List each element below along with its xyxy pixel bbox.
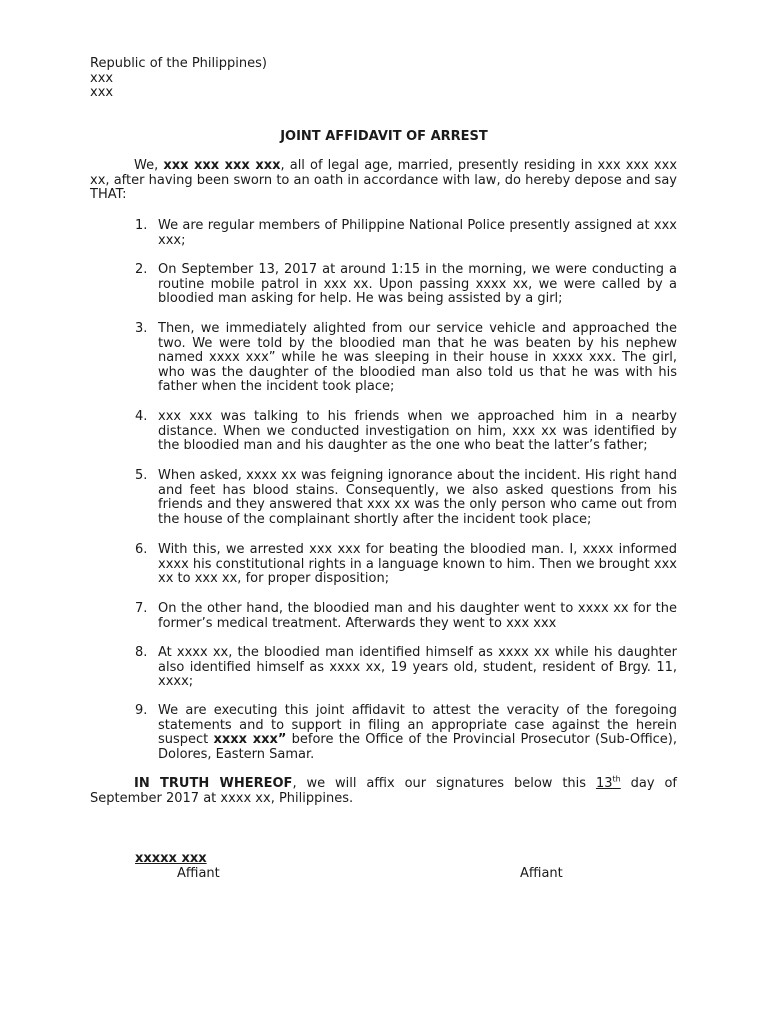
item-text: At xxxx xx, the bloodied man identified himself as xxxx xx while his daughter also identified himself as xxxx xx, 19 years old, student, resident of Brgy. 11, xxxx;: [158, 645, 677, 690]
item-number: 7.: [135, 601, 148, 616]
affiant-label-right: Affiant: [520, 866, 563, 881]
header-line-2: xxx: [90, 70, 114, 86]
closing-day-number: 13: [595, 776, 613, 791]
list-item: [135, 646, 677, 690]
item-text-after: before the Office of the Provincial Prosecutor (Sub-Office), Dolores, Eastern Samar.: [158, 732, 677, 762]
item-text: [158, 704, 677, 762]
item-text-before: We are executing this joint affidavit to attest the veracity of the foregoing statements and to support in filing an appropriate case against the herein suspect: [158, 703, 677, 748]
list-item: [135, 602, 677, 631]
affiant-names: xxx xxx xxx xxx: [163, 158, 281, 173]
header-line-1: Republic of the Philippines): [90, 56, 267, 71]
closing-day: [596, 776, 621, 791]
closing-day-suffix: th: [612, 774, 621, 784]
suspect-name: xxxx xxx”: [213, 732, 287, 748]
list-item: [135, 469, 677, 527]
item-text: On September 13, 2017 at around 1:15 in the morning, we were conducting a routine mobile patrol in xxx xx. Upon passing xxxx xx, we were called by a bloodied man asking for help. He was being assisted by a girl;: [158, 262, 677, 307]
item-number: 8.: [135, 645, 148, 660]
venue-header: [90, 57, 267, 101]
item-number: 6.: [135, 542, 148, 557]
intro-paragraph: [90, 159, 677, 203]
item-text: When asked, xxxx xx was feigning ignorance about the incident. His right hand and feet has blood stains. Consequently, we also asked questions from his friends and they answered that xxx xx was the only person who came out from the house of the complainant shortly after the incident took place;: [158, 468, 677, 527]
list-item: [135, 263, 677, 307]
item-text: Then, we immediately alighted from our service vehicle and approached the two. We were told by the bloodied man that he was beaten by his nephew named xxxx xxx” while he was sleeping in their house in xxxx xxx. The girl, who was the daughter of the bloodied man also told us that he was with his father when the incident took place;: [158, 321, 677, 395]
document-title: JOINT AFFIDAVIT OF ARREST: [280, 129, 488, 144]
closing-heading: IN TRUTH WHEREOF: [134, 776, 293, 791]
list-item: [135, 704, 677, 762]
item-number: 3.: [135, 321, 148, 336]
item-number: 5.: [135, 468, 148, 483]
item-number: 9.: [135, 703, 148, 718]
list-item: [135, 219, 677, 248]
signatory-name: xxxxx xxx: [135, 851, 207, 866]
item-number: 4.: [135, 409, 148, 424]
item-text: We are regular members of Philippine National Police presently assigned at xxx xxx;: [158, 218, 677, 248]
item-number: 2.: [135, 262, 148, 277]
affiant-label-left: Affiant: [177, 866, 220, 881]
intro-rest: , all of legal age, married, presently residing in xxx xxx xxx xx, after having been sworn to an oath in accordance with law, do hereby depose and say THAT:: [90, 158, 678, 203]
list-item: [135, 543, 677, 587]
closing-part-2: day of September 2017 at xxxx xx, Philippines.: [90, 776, 678, 806]
list-item: [135, 410, 677, 454]
item-number: 1.: [135, 218, 148, 233]
item-text: xxx xxx was talking to his friends when we approached him in a nearby distance. When we conducted investigation on him, xxx xx was identified by the bloodied man and his daughter as the one who beat the latter’s father;: [158, 409, 677, 454]
item-text: On the other hand, the bloodied man and his daughter went to xxxx xx for the former’s medical treatment. Afterwards they went to xxx xxx: [158, 601, 677, 631]
list-item: [135, 322, 677, 395]
closing-paragraph: [90, 774, 678, 806]
header-line-3: xxx: [90, 85, 114, 101]
closing-part-1: , we will affix our signatures below this: [292, 776, 596, 791]
item-text: With this, we arrested xxx xxx for beating the bloodied man. I, xxxx informed xxxx his constitutional rights in a language known to him. Then we brought xxx xx to xxx xx, for proper disposition;: [158, 542, 677, 587]
intro-lead: We,: [134, 158, 164, 173]
